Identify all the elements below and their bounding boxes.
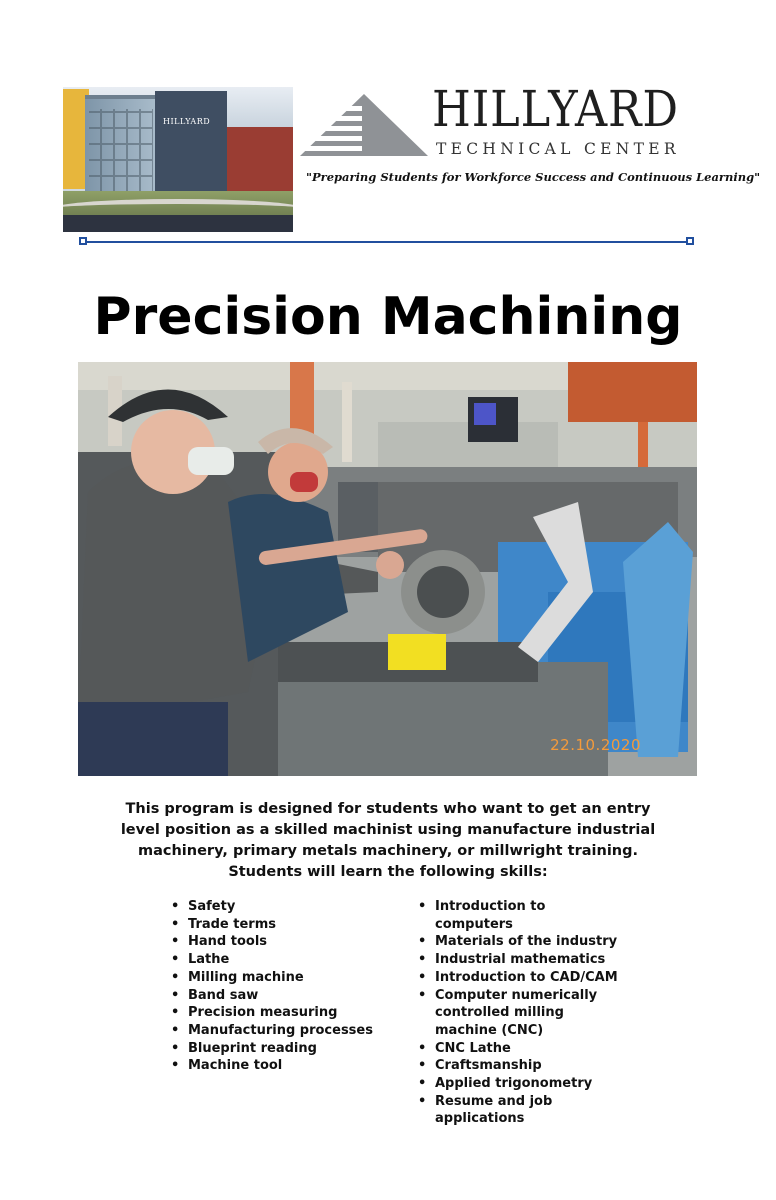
header-divider	[83, 241, 692, 243]
list-item: • CNC Lathe	[418, 1040, 618, 1058]
list-item: • Hand tools	[171, 933, 381, 951]
list-item: • Precision measuring	[171, 1004, 381, 1022]
machine-shop-photo	[78, 362, 697, 776]
list-item: • Machine tool	[171, 1057, 381, 1075]
list-item: • Safety	[171, 898, 381, 916]
school-building-photo	[63, 87, 293, 232]
list-item: • Lathe	[171, 951, 381, 969]
page-title: Precision Machining	[93, 287, 683, 347]
program-description: This program is designed for students who want to get an entry level position as a skilled machinist using manufacture industrial machinery, primary metals machinery, or millwright training. Students will learn the following skills:	[120, 801, 656, 880]
list-item: • Industrial mathematics	[418, 951, 618, 969]
list-item: • Materials of the industry	[418, 933, 618, 951]
list-item: • Resume and job applications	[418, 1093, 618, 1128]
list-item: • Milling machine	[171, 969, 381, 987]
list-item: • Computer numerically controlled milling machine (CNC)	[418, 987, 618, 1040]
logo-mark-icon	[298, 92, 430, 158]
skills-list-left	[171, 898, 381, 1075]
list-item: • Band saw	[171, 987, 381, 1005]
list-item: • Craftsmanship	[418, 1057, 618, 1075]
school-subtitle: TECHNICAL CENTER	[436, 140, 680, 158]
skills-list-right	[418, 898, 618, 1128]
list-item: • Manufacturing processes	[171, 1022, 381, 1040]
list-item: • Applied trigonometry	[418, 1075, 618, 1093]
list-item: • Trade terms	[171, 916, 381, 934]
list-item: • Introduction to computers	[418, 898, 618, 933]
list-item: • Introduction to CAD/CAM	[418, 969, 618, 987]
tagline: "Preparing Students for Workforce Success and Continuous Learning"	[306, 170, 761, 184]
building-sign: HILLYARD	[163, 117, 211, 126]
divider-handle-left	[79, 237, 87, 245]
list-item: • Blueprint reading	[171, 1040, 381, 1058]
school-name: HILLYARD	[432, 80, 680, 138]
date-stamp: 22.10.2020	[550, 736, 641, 754]
divider-handle-right	[686, 237, 694, 245]
